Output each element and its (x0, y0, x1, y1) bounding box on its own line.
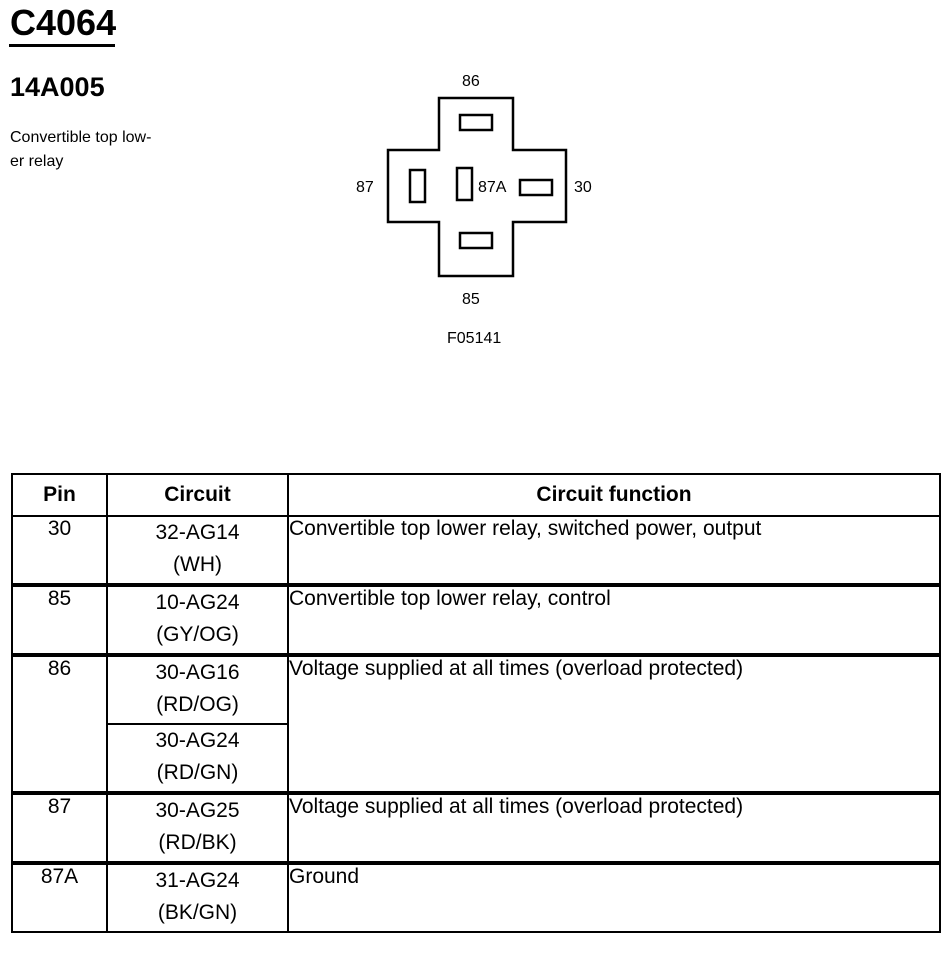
table-header-row (12, 474, 940, 516)
pin-label-85: 85 (462, 291, 480, 308)
table-row-85 (12, 585, 940, 655)
table-row-86 (12, 655, 940, 724)
circuit-cell (107, 516, 288, 585)
circuit-code: 30-AG24 (155, 729, 240, 752)
figure-id: F05141 (447, 330, 502, 347)
pin-cell: 87 (12, 793, 107, 863)
circuit-code: 30-AG25 (155, 799, 240, 822)
connector-id: C4064 (10, 2, 117, 43)
pin-label-87a: 87A (478, 179, 507, 196)
pinout-table (11, 473, 941, 933)
terminal-30 (520, 180, 552, 195)
description-line-2: er relay (10, 153, 64, 170)
circuit-color: (RD/GN) (156, 761, 239, 784)
header-pin: Pin (12, 474, 107, 516)
circuit-color: (GY/OG) (156, 623, 239, 646)
pin-cell: 30 (12, 516, 107, 585)
circuit-cell (107, 585, 288, 655)
circuit-code: 31-AG24 (155, 869, 240, 892)
terminal-87a (457, 168, 472, 200)
circuit-cell (107, 655, 288, 724)
terminal-87 (410, 170, 425, 202)
circuit-color: (RD/OG) (156, 693, 239, 716)
pin-label-86: 86 (462, 73, 480, 90)
relay-face-diagram (340, 60, 620, 360)
circuit-color: (BK/GN) (157, 901, 238, 924)
description-line-1: Convertible top low- (10, 129, 152, 146)
terminal-85 (460, 233, 492, 248)
part-number: 14A005 (10, 72, 105, 102)
circuit-code: 32-AG14 (155, 521, 240, 544)
function-cell: Voltage supplied at all times (overload protected) (288, 793, 940, 863)
table-row-87 (12, 793, 940, 863)
circuit-cell (107, 724, 288, 793)
circuit-code: 10-AG24 (155, 591, 240, 614)
function-cell: Ground (288, 863, 940, 932)
pin-cell: 86 (12, 655, 107, 793)
function-cell: Voltage supplied at all times (overload protected) (288, 655, 940, 793)
circuit-color: (WH) (173, 553, 222, 576)
pin-cell: 85 (12, 585, 107, 655)
title-underline (9, 44, 115, 47)
circuit-code: 30-AG16 (155, 661, 240, 684)
header-function: Circuit function (288, 474, 940, 516)
function-cell: Convertible top lower relay, control (288, 585, 940, 655)
header-circuit: Circuit (107, 474, 288, 516)
circuit-color: (RD/BK) (158, 831, 237, 854)
circuit-cell (107, 793, 288, 863)
pin-cell: 87A (12, 863, 107, 932)
table-row-87a (12, 863, 940, 932)
pin-label-30: 30 (574, 179, 592, 196)
circuit-cell (107, 863, 288, 932)
terminal-86 (460, 115, 492, 130)
table-row-30 (12, 516, 940, 585)
connector-description (10, 126, 180, 174)
pin-label-87: 87 (356, 179, 374, 196)
relay-outline (388, 98, 566, 276)
function-cell: Convertible top lower relay, switched power, output (288, 516, 940, 585)
